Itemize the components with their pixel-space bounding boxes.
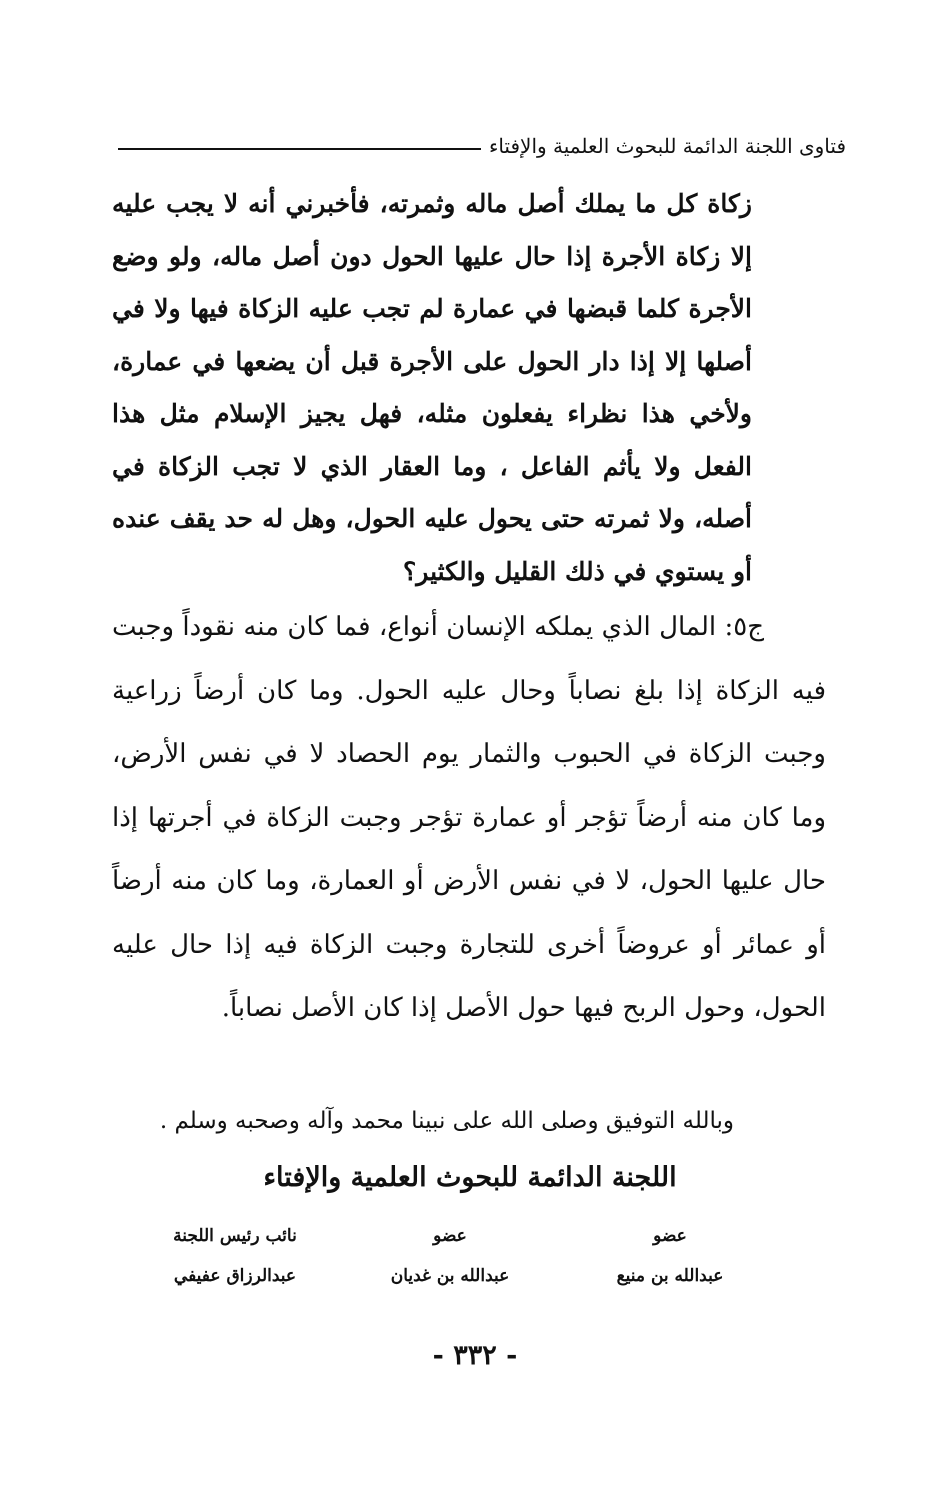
page-number: - ٣٣٢ - [432,1340,518,1371]
signatory-name: عبدالله بن منيع [616,1266,724,1286]
committee-name: اللجنة الدائمة للبحوث العلمية والإفتاء [263,1162,677,1193]
signatory [150,1223,320,1289]
question-text: زكاة كل ما يملك أصل ماله وثمرته، فأخبرني أنه لا يجب عليه إلا زكاة الأجرة إذا حال عليها الحول دون أصل ماله، ولو وضع الأجرة كلما قبضها في عمارة لم تجب عليه الزكاة فيها ولا في أصلها إلا إذا دار الحول على الأجرة قبل أن يضعها في عمارة، ولأخي هذا نظراء يفعلون مثله، فهل يجيز الإسلام مثل هذا الفعل ولا يأثم الفاعل ، وما العقار الذي لا تجب الزكاة في أصله، ولا ثمرته حتى يحول عليه الحول، وهل له حد يقف عنده أو يستوي في ذلك القليل والكثير؟ [112,189,752,586]
answer-prefix: ج٥: [724,612,764,642]
answer-text: المال الذي يملكه الإنسان أنواع، فما كان منه نقوداً وجبت فيه الزكاة إذا بلغ نصاباً وحال عليه الحول. وما كان أرضاً زراعية وجبت الزكاة في الحبوب والثمار يوم الحصاد لا في نفس الأرض، وما كان منه أرضاً تؤجر أو عمارة تؤجر وجبت الزكاة في أجرتها إذا حال عليها الحول، لا في نفس الأرض أو العمارة، وما كان منه أرضاً أو عمائر أو عروضاً أخرى للتجارة وجبت الزكاة فيه إذا حال عليه الحول، وحول الربح فيها حول الأصل إذا كان الأصل نصاباً. [112,612,826,1023]
signatory [590,1223,750,1289]
running-header [118,126,846,166]
signatory [360,1223,540,1289]
answer-block [112,596,826,1041]
closing-line: وبالله التوفيق وصلى الله على نبينا محمد وآله وصحبه وسلم . [159,1108,734,1134]
signatory-role: عضو [433,1226,467,1246]
signatory-name: عبدالرزاق عفيفي [173,1266,297,1286]
signatures [150,1223,750,1313]
signatory-name: عبدالله بن غديان [390,1266,510,1286]
signatory-role: نائب رئيس اللجنة [173,1226,297,1246]
header-rule [118,148,481,150]
answer-paragraph [112,596,826,1041]
header-title: فتاوى اللجنة الدائمة للبحوث العلمية والإفتاء [488,134,846,158]
signatory-role: عضو [653,1226,687,1246]
